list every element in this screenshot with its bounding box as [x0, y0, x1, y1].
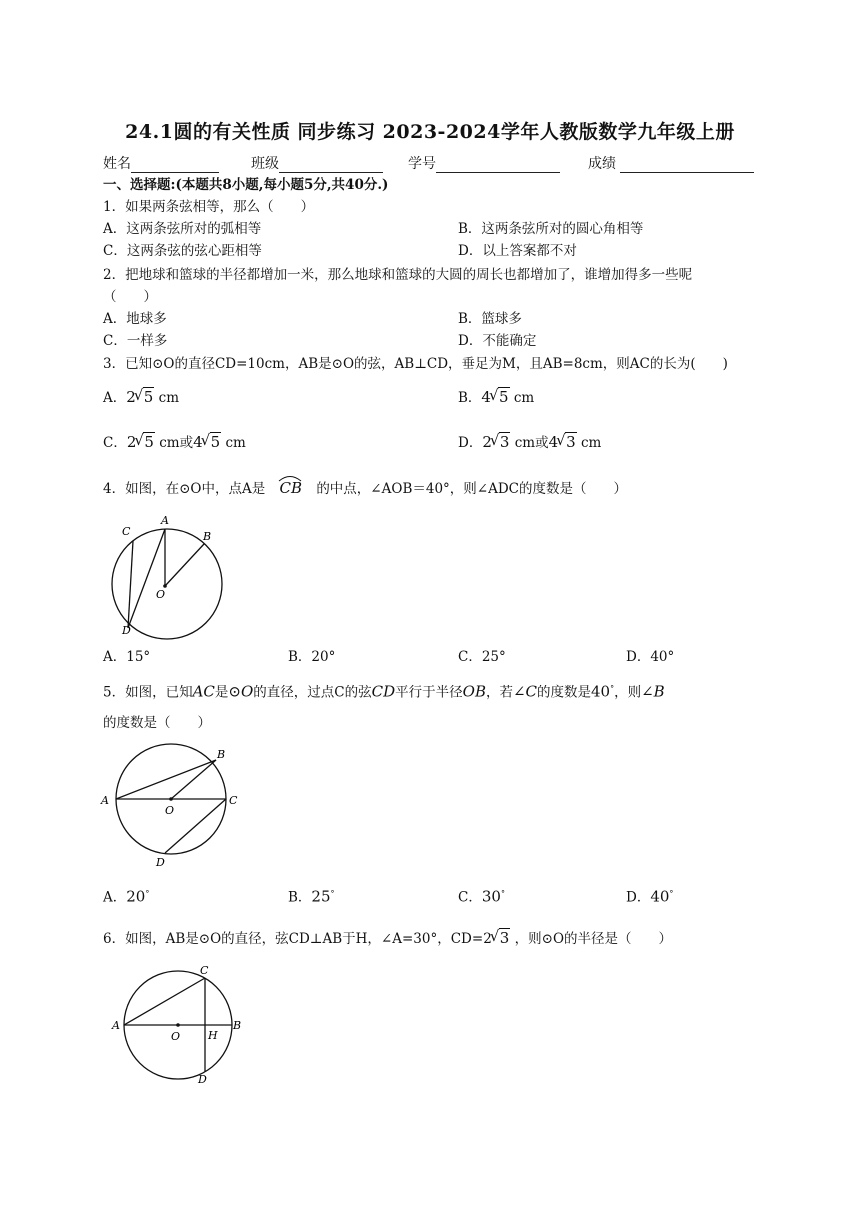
- sqrt-symbol: [491, 387, 510, 407]
- q2-option-c[interactable]: C．一样多: [103, 333, 168, 349]
- q1-option-a[interactable]: A．这两条弦所对的弧相等: [103, 221, 262, 237]
- q1-option-d[interactable]: D．以上答案都不对: [458, 243, 577, 259]
- id-field: [408, 153, 560, 173]
- q2-option-a[interactable]: A．地球多: [103, 311, 167, 327]
- degree-mark: °: [330, 889, 335, 898]
- q2-option-b[interactable]: B．篮球多: [458, 311, 522, 327]
- option-label: A．: [103, 889, 127, 906]
- q5-label-d: D: [156, 856, 165, 869]
- q5-ob: OB: [462, 682, 486, 701]
- coef: 4: [193, 433, 203, 451]
- option-label: C．: [103, 435, 127, 451]
- q6-figure: [108, 960, 254, 1090]
- radicand: 5: [498, 388, 509, 406]
- q5-stem: [103, 679, 665, 703]
- q4-label-c: C: [122, 525, 131, 538]
- coef: 2: [482, 433, 492, 451]
- unit: cm: [580, 435, 602, 451]
- q4-chord-ad: [128, 529, 165, 628]
- q5-angle-c: ∠C: [512, 682, 538, 701]
- name-blank[interactable]: [131, 156, 219, 173]
- q3-option-a[interactable]: [103, 387, 179, 408]
- q5-stem-c: 的直径，过点C的弦: [253, 684, 372, 701]
- q5-label-o: O: [165, 804, 175, 817]
- q2-stem: 2．把地球和篮球的半径都增加一米，那么地球和篮球的大圆的周长也都增加了，谁增加得多一些呢: [103, 267, 693, 283]
- section-heading: 一、选择题:(本题共8小题,每小题5分,共40分.): [103, 177, 389, 193]
- q6-stem-a: 6．如图，AB是⊙O的直径，弦CD⊥AB于H，∠A=30°，CD=2: [103, 931, 492, 947]
- sqrt-symbol: [492, 432, 511, 452]
- radicand: 5: [210, 433, 221, 451]
- radicand: 3: [566, 433, 576, 451]
- student-info-row: [103, 153, 763, 175]
- q5-center-point: [169, 797, 173, 801]
- q6-stem: [103, 928, 672, 949]
- q6-label-b: B: [233, 1019, 242, 1032]
- q5-chord-cd: [165, 799, 226, 853]
- q4-stem: [103, 478, 627, 499]
- coef: 4: [548, 433, 559, 451]
- sqrt-symbol: [136, 387, 155, 407]
- q5-ac: AC: [192, 682, 215, 701]
- or-text: cm或: [514, 435, 549, 451]
- class-label: 班级: [251, 156, 279, 172]
- q4-option-c[interactable]: C．25°: [458, 649, 506, 665]
- radicand: 5: [144, 433, 154, 451]
- q4-option-b[interactable]: B．20°: [288, 649, 336, 665]
- class-blank[interactable]: [279, 156, 383, 173]
- q1-stem: 1．如果两条弦相等，那么（ ）: [103, 199, 315, 215]
- q3-option-b[interactable]: [458, 387, 534, 408]
- id-label: 学号: [408, 156, 436, 172]
- q5-stem-g: ，则: [614, 684, 642, 701]
- q1-option-c[interactable]: C．这两条弦的弦心距相等: [103, 243, 262, 259]
- option-value: 20: [126, 887, 146, 906]
- q4-figure: [103, 508, 233, 640]
- option-value: 25: [311, 887, 331, 906]
- option-label: C．: [458, 889, 482, 906]
- option-label: D．: [626, 889, 651, 906]
- unit: cm: [225, 435, 246, 451]
- q4-radius-ob: [165, 544, 204, 586]
- q5-option-b[interactable]: [288, 884, 335, 908]
- q5-stem-f: 的度数是: [537, 684, 592, 701]
- arc-label: CB: [279, 479, 303, 497]
- q4-label-b: B: [203, 530, 212, 543]
- radicand: 5: [143, 388, 154, 406]
- option-label: B．: [288, 889, 312, 906]
- class-field: [251, 153, 383, 173]
- coef: 2: [126, 433, 137, 451]
- degree-mark: °: [610, 684, 615, 693]
- page-title: 24.1圆的有关性质 同步练习 2023-2024学年人教版数学九年级上册: [125, 121, 735, 143]
- q4-stem-a: 4．如图，在⊙O中，点A是: [103, 481, 266, 497]
- option-value: 40: [650, 887, 670, 906]
- q6-center-point: [176, 1023, 180, 1027]
- q4-label-a: A: [161, 514, 169, 527]
- q5-option-d[interactable]: [626, 884, 673, 908]
- radicand: 3: [499, 929, 510, 947]
- sqrt-symbol: [136, 432, 155, 452]
- option-value: 30: [481, 887, 501, 906]
- q5-stem-line2: 的度数是（ ）: [103, 715, 211, 731]
- q6-label-h: H: [208, 1029, 218, 1042]
- q4-stem-b: 的中点，∠AOB＝40°，则∠ADC的度数是（ ）: [316, 481, 628, 497]
- q5-label-c: C: [229, 794, 238, 807]
- id-blank[interactable]: [436, 156, 560, 173]
- q4-label-d: D: [122, 624, 131, 637]
- q5-circle-o: ⊙O: [228, 682, 254, 701]
- score-label: 成绩: [588, 156, 616, 172]
- q4-label-o: O: [156, 588, 166, 601]
- q6-chord-ac: [124, 978, 205, 1025]
- q5-label-b: B: [217, 748, 226, 761]
- q6-label-d: D: [198, 1073, 207, 1086]
- q5-label-a: A: [101, 794, 109, 807]
- q5-stem-e: ，若: [485, 684, 513, 701]
- degree-mark: °: [500, 889, 505, 898]
- sqrt-symbol: [203, 432, 222, 452]
- q3-option-d[interactable]: [458, 432, 601, 453]
- unit: cm: [158, 390, 180, 406]
- degree-mark: °: [145, 889, 150, 898]
- q5-angle-b: ∠B: [641, 682, 665, 701]
- q2-option-d[interactable]: D．不能确定: [458, 333, 537, 349]
- arc-cb: [280, 478, 303, 499]
- coef: 2: [126, 388, 136, 406]
- sqrt-symbol: [492, 928, 511, 948]
- q5-chord-ab: [116, 760, 216, 799]
- q1-option-b[interactable]: B．这两条弦所对的圆心角相等: [458, 221, 644, 237]
- unit: cm: [513, 390, 535, 406]
- q5-figure: [98, 736, 248, 872]
- score-blank[interactable]: [620, 156, 754, 173]
- sqrt-symbol: [558, 432, 577, 452]
- coef: 4: [481, 388, 491, 406]
- q6-stem-b: ，则⊙O的半径是（ ）: [514, 931, 673, 947]
- q5-option-a[interactable]: [103, 884, 149, 908]
- name-field: [103, 153, 219, 173]
- q6-label-a: A: [112, 1019, 120, 1032]
- q5-stem-d: 平行于半径: [395, 684, 463, 701]
- q6-label-o: O: [171, 1030, 181, 1043]
- q3-option-c[interactable]: [103, 432, 246, 453]
- q6-label-c: C: [200, 964, 209, 977]
- option-label: D．: [458, 435, 483, 451]
- q4-option-d[interactable]: D．40°: [626, 649, 675, 665]
- degree-mark: °: [669, 889, 674, 898]
- q5-cd: CD: [371, 682, 396, 701]
- q4-option-a[interactable]: A．15°: [103, 649, 151, 665]
- arc-symbol-icon: [278, 474, 302, 482]
- q3-stem: 3．已知⊙O的直径CD=10cm，AB是⊙O的弦，AB⊥CD，垂足为M，且AB=8cm，则AC的长为( ): [103, 356, 728, 372]
- q5-stem-a: 5．如图，已知: [103, 684, 193, 701]
- radicand: 3: [499, 433, 510, 451]
- q5-option-c[interactable]: [458, 884, 505, 908]
- q5-stem-b: 是: [214, 684, 229, 701]
- option-label: B．: [458, 390, 482, 406]
- q5-radius-ob: [171, 760, 216, 799]
- score-field: [588, 153, 754, 173]
- option-label: A．: [103, 390, 127, 406]
- name-label: 姓名: [103, 156, 131, 172]
- or-text: cm或: [159, 435, 194, 451]
- q2-stem-paren: （ ）: [103, 289, 157, 305]
- q5-deg: 40: [591, 682, 611, 701]
